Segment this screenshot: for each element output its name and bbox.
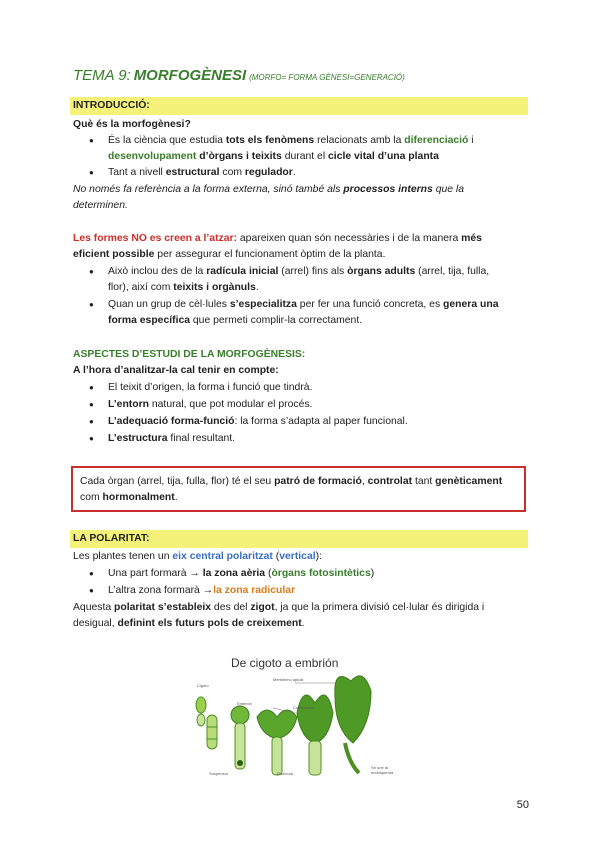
intro-paragraph-cont: determinen. [73, 200, 128, 211]
label-meristemo: Meristemo apical [273, 677, 304, 682]
title-number: TEMA 9: [73, 67, 131, 84]
polaritat-bullet-2: ● L’altra zona formarà →la zona radicular [108, 583, 295, 599]
formes-bullet-2-cont: forma específica que permeti complir-la correctament. [108, 315, 363, 326]
page-title [73, 67, 405, 84]
label-cigoto: Cigoto [197, 683, 209, 688]
formes-line-2: eficient possible per assegurar el funcionament òptim de la planta. [73, 249, 386, 260]
polaritat-bullet-1: ● Una part formarà → la zona aèria (òrgans fotosintètics) [108, 566, 374, 582]
label-suspensor: Suspensor [209, 771, 229, 776]
intro-question: Què és la morfogènesi? [73, 119, 191, 130]
embryo-figure [185, 653, 415, 788]
globular-embryo [231, 706, 249, 724]
torpedo-embryo [297, 695, 333, 743]
intro-bullet-1-cont: desenvolupament d’òrgans i teixits durant el cicle vital d’una planta [108, 151, 439, 162]
early-embryo [207, 715, 217, 749]
intro-bullet-2: ● Tant a nivell estructural com regulador. [108, 165, 296, 181]
label-radicula: Radícula [277, 771, 293, 776]
formes-bullet-2: ● Quan un grup de cèl·lules s’especialitza per fer una funció concreta, es genera una [108, 297, 498, 313]
formes-bullet-1-cont: flor), així com teixits i orgànuls. [108, 282, 259, 293]
intro-paragraph: No només fa referència a la forma externa, sinó també als processos interns que la [73, 184, 465, 195]
box-line-2: com hormonalment. [80, 492, 178, 503]
polaritat-heading: LA POLARITAT: [70, 530, 528, 548]
intro-bullet-1: ● És la ciència que estudia tots els fenòmens relacionats amb la diferenciació i [108, 133, 474, 149]
label-endosperma: Se une al endosperma [371, 765, 394, 775]
mature-embryo [335, 676, 371, 743]
aspectes-bullet-4: ● L’estructura final resultant. [108, 431, 235, 447]
page-number: 50 [516, 799, 529, 811]
figure-title: De cigoto a embrión [231, 656, 339, 670]
aspectes-intro: A l’hora d’analitzar-la cal tenir en compte: [73, 365, 279, 376]
title-subtitle: (MORFO= FORMA GÈNESI=GENERACIÓ) [249, 73, 405, 82]
label-cotiledones: Cotiledones [293, 705, 315, 710]
polaritat-paragraph: Aquesta polaritat s’estableix des del zigot, ja que la primera divisió cel·lular és dirigida i [73, 602, 485, 613]
label-embrion: Embrión [237, 701, 252, 706]
aspectes-bullet-2: ● L’entorn natural, que pot modular el procés. [108, 397, 312, 413]
polaritat-line-1: Les plantes tenen un eix central polaritzat (vertical): [73, 551, 322, 562]
intro-heading: INTRODUCCIÓ: [70, 97, 528, 115]
aspectes-bullet-3: ● L’adequació forma-funció: la forma s’adapta al paper funcional. [108, 414, 408, 430]
box-line-1: Cada òrgan (arrel, tija, fulla, flor) té el seu patró de formació, controlat tant genèticament [80, 476, 503, 487]
formes-bullet-1: ● Això inclou des de la radícula inicial (arrel) fins als òrgans adults (arrel, tija, fulla, [108, 264, 489, 280]
aspectes-bullet-1: ● El teixit d’origen, la forma i funció que tindrà. [108, 380, 312, 396]
heart-embryo [257, 710, 297, 739]
title-main: MORFOGÈNESI [133, 67, 247, 84]
polaritat-paragraph-cont: desigual, definint els futurs pols de creixement. [73, 618, 305, 629]
zygote-cell [196, 697, 206, 713]
highlight-box [71, 466, 526, 512]
aspectes-heading: ASPECTES D’ESTUDI DE LA MORFOGÈNESIS: [73, 349, 306, 360]
formes-line-1: Les formes NO es creen a l’atzar: apareixen quan són necessàries i de la manera més [73, 233, 482, 244]
